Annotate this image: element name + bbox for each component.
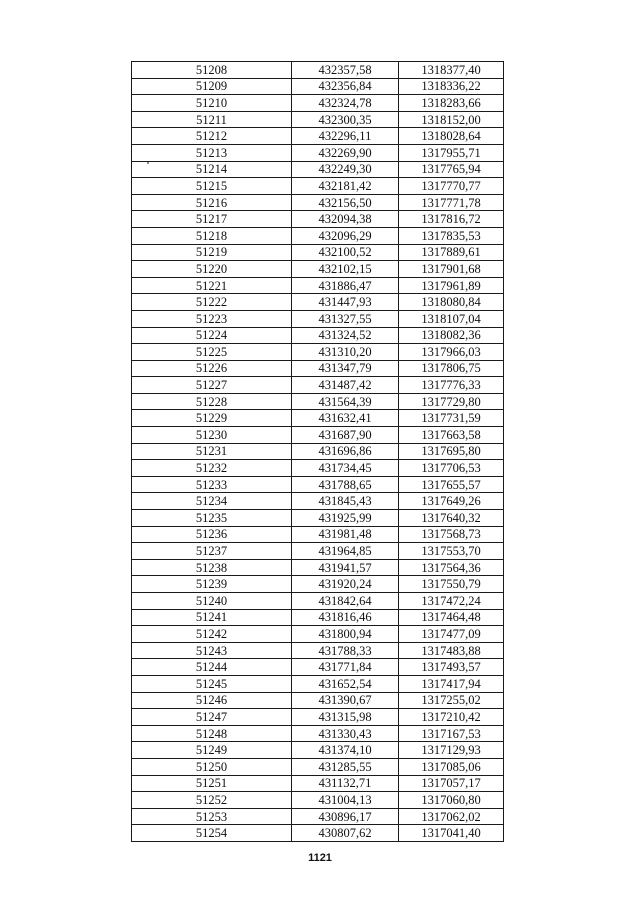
table-row bbox=[132, 559, 504, 576]
table-row bbox=[132, 792, 504, 809]
x-coordinate-cell: 431285,55 bbox=[292, 758, 399, 775]
x-coordinate-cell: 431374,10 bbox=[292, 742, 399, 759]
point-id-cell: 51229 bbox=[132, 410, 292, 427]
table-row bbox=[132, 95, 504, 112]
point-id-cell: 51250 bbox=[132, 758, 292, 775]
point-id-cell: 51251 bbox=[132, 775, 292, 792]
table-row bbox=[132, 128, 504, 145]
table-row bbox=[132, 443, 504, 460]
table-row bbox=[132, 211, 504, 228]
x-coordinate-cell: 431324,52 bbox=[292, 327, 399, 344]
table-row bbox=[132, 692, 504, 709]
point-id-cell: 51233 bbox=[132, 476, 292, 493]
y-coordinate-cell: 1318152,00 bbox=[399, 111, 504, 128]
table-row bbox=[132, 609, 504, 626]
table-row bbox=[132, 742, 504, 759]
point-id-cell: 51225 bbox=[132, 344, 292, 361]
y-coordinate-cell: 1317057,17 bbox=[399, 775, 504, 792]
y-coordinate-cell: 1317889,61 bbox=[399, 244, 504, 261]
table-row bbox=[132, 659, 504, 676]
point-id-cell: 51213 bbox=[132, 144, 292, 161]
y-coordinate-cell: 1317770,77 bbox=[399, 178, 504, 195]
point-id-cell: 51211 bbox=[132, 111, 292, 128]
y-coordinate-cell: 1317167,53 bbox=[399, 725, 504, 742]
table-row bbox=[132, 327, 504, 344]
table-row bbox=[132, 344, 504, 361]
point-id-cell: 51243 bbox=[132, 642, 292, 659]
table-row bbox=[132, 758, 504, 775]
y-coordinate-cell: 1317464,48 bbox=[399, 609, 504, 626]
x-coordinate-cell: 431964,85 bbox=[292, 543, 399, 560]
y-coordinate-cell: 1317731,59 bbox=[399, 410, 504, 427]
point-id-cell: 51241 bbox=[132, 609, 292, 626]
table-row bbox=[132, 277, 504, 294]
point-id-cell: 51219 bbox=[132, 244, 292, 261]
x-coordinate-cell: 431687,90 bbox=[292, 427, 399, 444]
point-id-cell: 51252 bbox=[132, 792, 292, 809]
point-id-cell: 51208 bbox=[132, 62, 292, 79]
y-coordinate-cell: 1317961,89 bbox=[399, 277, 504, 294]
x-coordinate-cell: 432269,90 bbox=[292, 144, 399, 161]
y-coordinate-cell: 1318107,04 bbox=[399, 310, 504, 327]
x-coordinate-cell: 431390,67 bbox=[292, 692, 399, 709]
y-coordinate-cell: 1317129,93 bbox=[399, 742, 504, 759]
point-id-cell: 51228 bbox=[132, 393, 292, 410]
x-coordinate-cell: 432357,58 bbox=[292, 62, 399, 79]
y-coordinate-cell: 1317255,02 bbox=[399, 692, 504, 709]
point-id-cell: 51220 bbox=[132, 261, 292, 278]
table-row bbox=[132, 161, 504, 178]
table-row bbox=[132, 111, 504, 128]
point-id-cell: 51209 bbox=[132, 78, 292, 95]
x-coordinate-cell: 432356,84 bbox=[292, 78, 399, 95]
table-row bbox=[132, 808, 504, 825]
x-coordinate-cell: 431696,86 bbox=[292, 443, 399, 460]
point-id-cell: 51212 bbox=[132, 128, 292, 145]
table-row bbox=[132, 427, 504, 444]
x-coordinate-cell: 431330,43 bbox=[292, 725, 399, 742]
y-coordinate-cell: 1317041,40 bbox=[399, 825, 504, 842]
x-coordinate-cell: 431886,47 bbox=[292, 277, 399, 294]
y-coordinate-cell: 1317493,57 bbox=[399, 659, 504, 676]
point-id-cell: 51210 bbox=[132, 95, 292, 112]
y-coordinate-cell: 1317706,53 bbox=[399, 460, 504, 477]
x-coordinate-cell: 432296,11 bbox=[292, 128, 399, 145]
y-coordinate-cell: 1317655,57 bbox=[399, 476, 504, 493]
coordinates-table-body bbox=[132, 62, 504, 842]
table-row bbox=[132, 825, 504, 842]
y-coordinate-cell: 1317640,32 bbox=[399, 510, 504, 527]
table-row bbox=[132, 227, 504, 244]
table-row bbox=[132, 642, 504, 659]
x-coordinate-cell: 432094,38 bbox=[292, 211, 399, 228]
x-coordinate-cell: 431564,39 bbox=[292, 393, 399, 410]
y-coordinate-cell: 1317210,42 bbox=[399, 709, 504, 726]
x-coordinate-cell: 431845,43 bbox=[292, 493, 399, 510]
x-coordinate-cell: 431652,54 bbox=[292, 675, 399, 692]
y-coordinate-cell: 1317568,73 bbox=[399, 526, 504, 543]
point-id-cell: 51236 bbox=[132, 526, 292, 543]
point-id-cell: 51232 bbox=[132, 460, 292, 477]
y-coordinate-cell: 1318283,66 bbox=[399, 95, 504, 112]
x-coordinate-cell: 431842,64 bbox=[292, 593, 399, 610]
table-row bbox=[132, 62, 504, 79]
table-row bbox=[132, 294, 504, 311]
point-id-cell: 51231 bbox=[132, 443, 292, 460]
x-coordinate-cell: 431920,24 bbox=[292, 576, 399, 593]
y-coordinate-cell: 1317062,02 bbox=[399, 808, 504, 825]
table-row bbox=[132, 377, 504, 394]
x-coordinate-cell: 431925,99 bbox=[292, 510, 399, 527]
table-row bbox=[132, 310, 504, 327]
point-id-cell: 51235 bbox=[132, 510, 292, 527]
table-row bbox=[132, 144, 504, 161]
table-row bbox=[132, 725, 504, 742]
x-coordinate-cell: 432096,29 bbox=[292, 227, 399, 244]
y-coordinate-cell: 1317966,03 bbox=[399, 344, 504, 361]
point-id-cell: 51218 bbox=[132, 227, 292, 244]
table-row bbox=[132, 261, 504, 278]
y-coordinate-cell: 1317663,58 bbox=[399, 427, 504, 444]
x-coordinate-cell: 431315,98 bbox=[292, 709, 399, 726]
coordinates-table bbox=[131, 61, 504, 842]
x-coordinate-cell: 431981,48 bbox=[292, 526, 399, 543]
table-row bbox=[132, 526, 504, 543]
y-coordinate-cell: 1317477,09 bbox=[399, 626, 504, 643]
point-id-cell: 51242 bbox=[132, 626, 292, 643]
y-coordinate-cell: 1317060,80 bbox=[399, 792, 504, 809]
table-row bbox=[132, 543, 504, 560]
y-coordinate-cell: 1317776,33 bbox=[399, 377, 504, 394]
point-id-cell: 51226 bbox=[132, 360, 292, 377]
x-coordinate-cell: 432156,50 bbox=[292, 194, 399, 211]
x-coordinate-cell: 431771,84 bbox=[292, 659, 399, 676]
table-row bbox=[132, 178, 504, 195]
x-coordinate-cell: 431788,33 bbox=[292, 642, 399, 659]
point-id-cell: 51237 bbox=[132, 543, 292, 560]
y-coordinate-cell: 1317564,36 bbox=[399, 559, 504, 576]
table-row bbox=[132, 493, 504, 510]
point-id-cell: 51247 bbox=[132, 709, 292, 726]
point-id-cell: 51248 bbox=[132, 725, 292, 742]
x-coordinate-cell: 431632,41 bbox=[292, 410, 399, 427]
point-id-cell: 51221 bbox=[132, 277, 292, 294]
x-coordinate-cell: 431800,94 bbox=[292, 626, 399, 643]
y-coordinate-cell: 1317765,94 bbox=[399, 161, 504, 178]
y-coordinate-cell: 1317483,88 bbox=[399, 642, 504, 659]
table-row bbox=[132, 194, 504, 211]
y-coordinate-cell: 1317806,75 bbox=[399, 360, 504, 377]
y-coordinate-cell: 1317472,24 bbox=[399, 593, 504, 610]
point-id-cell: 51239 bbox=[132, 576, 292, 593]
point-id-cell: 51216 bbox=[132, 194, 292, 211]
table-row bbox=[132, 709, 504, 726]
point-id-cell: 51227 bbox=[132, 377, 292, 394]
y-coordinate-cell: 1317550,79 bbox=[399, 576, 504, 593]
point-id-cell: 51246 bbox=[132, 692, 292, 709]
x-coordinate-cell: 432249,30 bbox=[292, 161, 399, 178]
y-coordinate-cell: 1317771,78 bbox=[399, 194, 504, 211]
table-row bbox=[132, 360, 504, 377]
y-coordinate-cell: 1317085,06 bbox=[399, 758, 504, 775]
x-coordinate-cell: 431734,45 bbox=[292, 460, 399, 477]
x-coordinate-cell: 431310,20 bbox=[292, 344, 399, 361]
x-coordinate-cell: 431327,55 bbox=[292, 310, 399, 327]
table-row bbox=[132, 510, 504, 527]
table-row bbox=[132, 576, 504, 593]
x-coordinate-cell: 431347,79 bbox=[292, 360, 399, 377]
y-coordinate-cell: 1317417,94 bbox=[399, 675, 504, 692]
table-row bbox=[132, 460, 504, 477]
y-coordinate-cell: 1317901,68 bbox=[399, 261, 504, 278]
y-coordinate-cell: 1318028,64 bbox=[399, 128, 504, 145]
y-coordinate-cell: 1318377,40 bbox=[399, 62, 504, 79]
table-row bbox=[132, 593, 504, 610]
table-row bbox=[132, 675, 504, 692]
point-id-cell: 51244 bbox=[132, 659, 292, 676]
point-id-cell: 51222 bbox=[132, 294, 292, 311]
x-coordinate-cell: 431004,13 bbox=[292, 792, 399, 809]
point-id-cell: 51215 bbox=[132, 178, 292, 195]
point-id-cell: 51245 bbox=[132, 675, 292, 692]
y-coordinate-cell: 1317955,71 bbox=[399, 144, 504, 161]
y-coordinate-cell: 1318336,22 bbox=[399, 78, 504, 95]
point-id-cell: 51238 bbox=[132, 559, 292, 576]
point-id-cell: 51224 bbox=[132, 327, 292, 344]
table-row bbox=[132, 775, 504, 792]
point-id-cell: 51217 bbox=[132, 211, 292, 228]
x-coordinate-cell: 431788,65 bbox=[292, 476, 399, 493]
x-coordinate-cell: 432324,78 bbox=[292, 95, 399, 112]
y-coordinate-cell: 1317835,53 bbox=[399, 227, 504, 244]
table-row bbox=[132, 78, 504, 95]
point-id-cell: 51214 bbox=[132, 161, 292, 178]
table-row bbox=[132, 244, 504, 261]
table-row bbox=[132, 476, 504, 493]
y-coordinate-cell: 1317649,26 bbox=[399, 493, 504, 510]
table-row bbox=[132, 393, 504, 410]
x-coordinate-cell: 432300,35 bbox=[292, 111, 399, 128]
x-coordinate-cell: 430807,62 bbox=[292, 825, 399, 842]
table-row bbox=[132, 410, 504, 427]
x-coordinate-cell: 431816,46 bbox=[292, 609, 399, 626]
x-coordinate-cell: 431132,71 bbox=[292, 775, 399, 792]
y-coordinate-cell: 1317695,80 bbox=[399, 443, 504, 460]
table-row bbox=[132, 626, 504, 643]
x-coordinate-cell: 431941,57 bbox=[292, 559, 399, 576]
point-id-cell: 51254 bbox=[132, 825, 292, 842]
point-id-cell: 51223 bbox=[132, 310, 292, 327]
y-coordinate-cell: 1317553,70 bbox=[399, 543, 504, 560]
page-number: 1121 bbox=[308, 852, 332, 864]
x-coordinate-cell: 431487,42 bbox=[292, 377, 399, 394]
point-id-cell: 51249 bbox=[132, 742, 292, 759]
x-coordinate-cell: 430896,17 bbox=[292, 808, 399, 825]
x-coordinate-cell: 431447,93 bbox=[292, 294, 399, 311]
point-id-cell: 51253 bbox=[132, 808, 292, 825]
x-coordinate-cell: 432102,15 bbox=[292, 261, 399, 278]
y-coordinate-cell: 1318082,36 bbox=[399, 327, 504, 344]
x-coordinate-cell: 432100,52 bbox=[292, 244, 399, 261]
point-id-cell: 51240 bbox=[132, 593, 292, 610]
point-id-cell: 51234 bbox=[132, 493, 292, 510]
x-coordinate-cell: 432181,42 bbox=[292, 178, 399, 195]
y-coordinate-cell: 1317816,72 bbox=[399, 211, 504, 228]
y-coordinate-cell: 1317729,80 bbox=[399, 393, 504, 410]
y-coordinate-cell: 1318080,84 bbox=[399, 294, 504, 311]
point-id-cell: 51230 bbox=[132, 427, 292, 444]
